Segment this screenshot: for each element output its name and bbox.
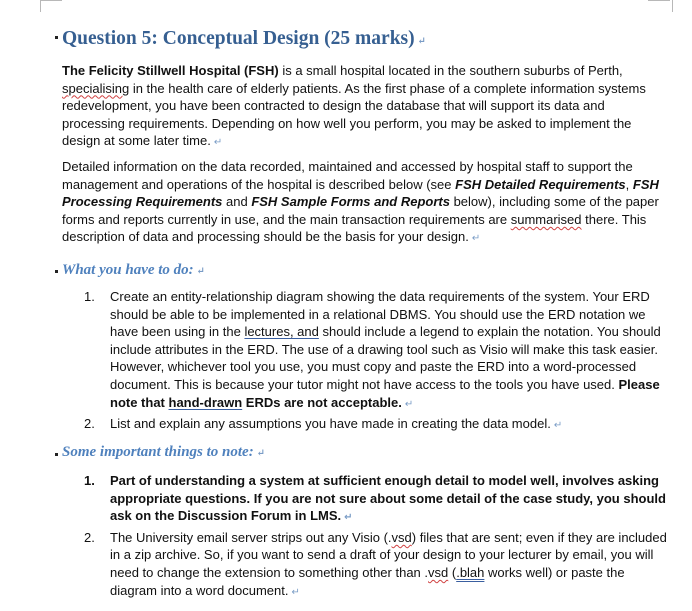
item-bold-a: Please note that <box>110 376 660 410</box>
ref-sample-forms: FSH Sample Forms and Reports <box>251 194 450 210</box>
paragraph-mark-icon: ↵ <box>344 512 353 524</box>
list-number: 2. <box>84 416 95 432</box>
details-text-3: there. This description of data and processing should be the basis for your design. <box>62 211 647 245</box>
lectures-link[interactable]: lectures, and <box>244 324 319 340</box>
item-text-b: ) files that are sent; even if they are included in a zip archive. So, if you want to send a draft of your design to your lecturer by email, you will need to change the extension to something other than . <box>110 529 667 580</box>
list-number: 2. <box>84 529 95 545</box>
item-text: List and explain any assumptions you have made in creating the data model. <box>110 416 551 432</box>
hand-drawn-link[interactable]: hand-drawn <box>168 394 243 410</box>
ref-processing-requirements: FSH Processing Requirements <box>62 176 659 210</box>
intro-text-2: in the health care of elderly patients. As the first phase of a complete information systems redevelopment, you have been contracted to design the database that will support its data and processing requirements. Depending on how well you perform, you may be asked to implement the design at some later time. <box>62 80 646 149</box>
list-item[interactable] <box>62 415 668 435</box>
item-text-d: works well) or paste the diagram into a word document. <box>110 564 625 598</box>
details-paragraph[interactable] <box>62 158 666 248</box>
list-number: 1. <box>84 473 95 488</box>
blah-extension[interactable]: .blah <box>456 564 485 580</box>
paragraph-mark-icon: ↵ <box>256 448 266 459</box>
important-heading[interactable] <box>62 444 265 461</box>
list-item[interactable] <box>62 529 668 601</box>
item-text-c: ( <box>448 564 457 580</box>
spellcheck-word-specialising[interactable]: specialising <box>62 80 130 96</box>
important-list <box>62 472 668 603</box>
question-heading[interactable] <box>62 28 426 50</box>
paragraph-mark-icon: ↵ <box>553 420 563 432</box>
paragraph-mark-icon: ↵ <box>471 233 481 245</box>
hospital-name: The Felicity Stillwell Hospital (FSH) <box>62 63 279 78</box>
what-to-do-list <box>62 288 668 437</box>
ref-detailed-requirements: FSH Detailed Requirements <box>455 176 626 192</box>
paragraph-mark-icon: ↵ <box>417 36 427 47</box>
paragraph-format-marker <box>55 453 58 456</box>
spellcheck-word-vsd[interactable]: vsd <box>391 529 412 545</box>
list-item[interactable] <box>62 472 668 527</box>
important-heading-text: Some important things to note: <box>62 444 254 460</box>
list-item[interactable] <box>62 288 668 413</box>
intro-paragraph[interactable] <box>62 62 666 152</box>
question-title: Question 5: Conceptual Design (25 marks) <box>62 28 415 49</box>
paragraph-mark-icon: ↵ <box>196 266 206 277</box>
paragraph-mark-icon: ↵ <box>291 586 300 598</box>
details-text-1: Detailed information on the data recorded, maintained and accessed by hospital staff to support the management and operations of the hospital is described below (see <box>62 159 633 192</box>
item-text-b: should include a legend to explain the notation. You should include attributes in the ERD. The use of a drawing tool such as Visio will make this task easier. However, whichever tool you use, you must copy and paste the ERD into a word-processed document. This is because your tutor might not have access to the tools you have used. <box>110 324 661 392</box>
intro-text-1: is a small hospital located in the southern suburbs of Perth, <box>278 63 623 78</box>
item-text-a: Create an entity-relationship diagram showing the data requirements of the system. Your ERD should be able to be implemented in a relational DBMS. You should use the ERD notation we have been using in the <box>110 289 650 340</box>
item-text: Part of understanding a system at sufficient enough detail to model well, involves asking appropriate questions. If you are not sure about some detail of the case study, you should ask on the Discussion Forum in LMS. <box>110 473 666 524</box>
item-text-a: The University email server strips out any Visio (. <box>110 529 392 545</box>
paragraph-format-marker <box>55 36 58 39</box>
list-number: 1. <box>84 289 95 304</box>
spellcheck-word-summarised[interactable]: summarised <box>510 211 582 227</box>
what-to-do-heading-text: What you have to do: <box>62 262 194 278</box>
paragraph-mark-icon: ↵ <box>213 137 223 149</box>
spellcheck-word-vsd[interactable]: vsd <box>428 564 449 580</box>
what-to-do-heading[interactable] <box>62 262 205 279</box>
details-text-2: below), including some of the paper forms and reports currently in use, and the main transaction requirements are <box>62 194 659 227</box>
paragraph-mark-icon: ↵ <box>404 398 414 410</box>
details-sep-1: , <box>625 176 633 192</box>
item-bold-b: ERDs are not acceptable. <box>242 394 402 410</box>
details-sep-2: and <box>222 194 252 210</box>
paragraph-format-marker <box>55 270 58 273</box>
